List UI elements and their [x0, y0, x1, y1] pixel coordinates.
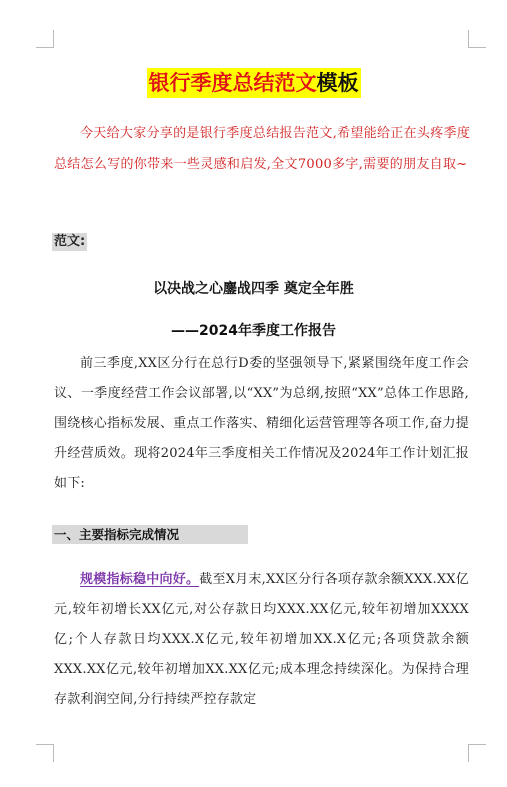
- sample-label: 范文:: [54, 234, 86, 249]
- paragraph-body-text: 截至X月末,XX区分行各项存款余额XXX.XX亿元,较年初增长XX亿元,对公存款日均XXX.XX亿元,较年初增加XXXX亿;个人存款日均XXX.X亿元,较年初增加XX.X亿元;各项贷款余额XXX.XX亿元,较年初增加XX.XX亿元;成本理念持续深化。为保持合理存款利润空间,分行持续严控存款定: [54, 572, 469, 707]
- intro-text: 今天给大家分享的是银行季度总结报告范文,希望能给正在头疼季度总结怎么写的你带来一些灵感和启发,全文7000多字,需要的朋友自取~: [54, 126, 471, 172]
- report-sub-title: ——2024年季度工作报告: [171, 323, 336, 339]
- crop-mark-top-left: [36, 30, 54, 48]
- title-black-text: 模板: [316, 71, 359, 95]
- crop-mark-bottom-right: [468, 744, 486, 762]
- report-paragraph-1: 前三季度,XX区分行在总行D委的坚强领导下,紧紧围绕年度工作会议、一季度经营工作会议部署,以“XX”为总纲,按照“XX”总体工作思路,围绕核心指标发展、重点工作落实、精细化运营管理等各项工作,奋力提升经营质效。现将2024年三季度相关工作情况及2024年工作计划汇报如下:: [54, 356, 469, 491]
- intro-paragraph: [54, 118, 476, 180]
- title-highlight: [147, 68, 361, 98]
- crop-mark-top-right: [468, 30, 486, 48]
- report-paragraph-2: [54, 565, 469, 715]
- title-red-text: 银行季度总结范文: [148, 71, 317, 95]
- crop-mark-bottom-left: [36, 744, 54, 762]
- document-title: [0, 68, 507, 98]
- section-heading-1: 一、主要指标完成情况: [52, 525, 248, 544]
- report-main-title: 以决战之心鏖战四季 奠定全年胜: [153, 281, 354, 297]
- paragraph-lead-phrase: 规模指标稳中向好。: [80, 572, 200, 587]
